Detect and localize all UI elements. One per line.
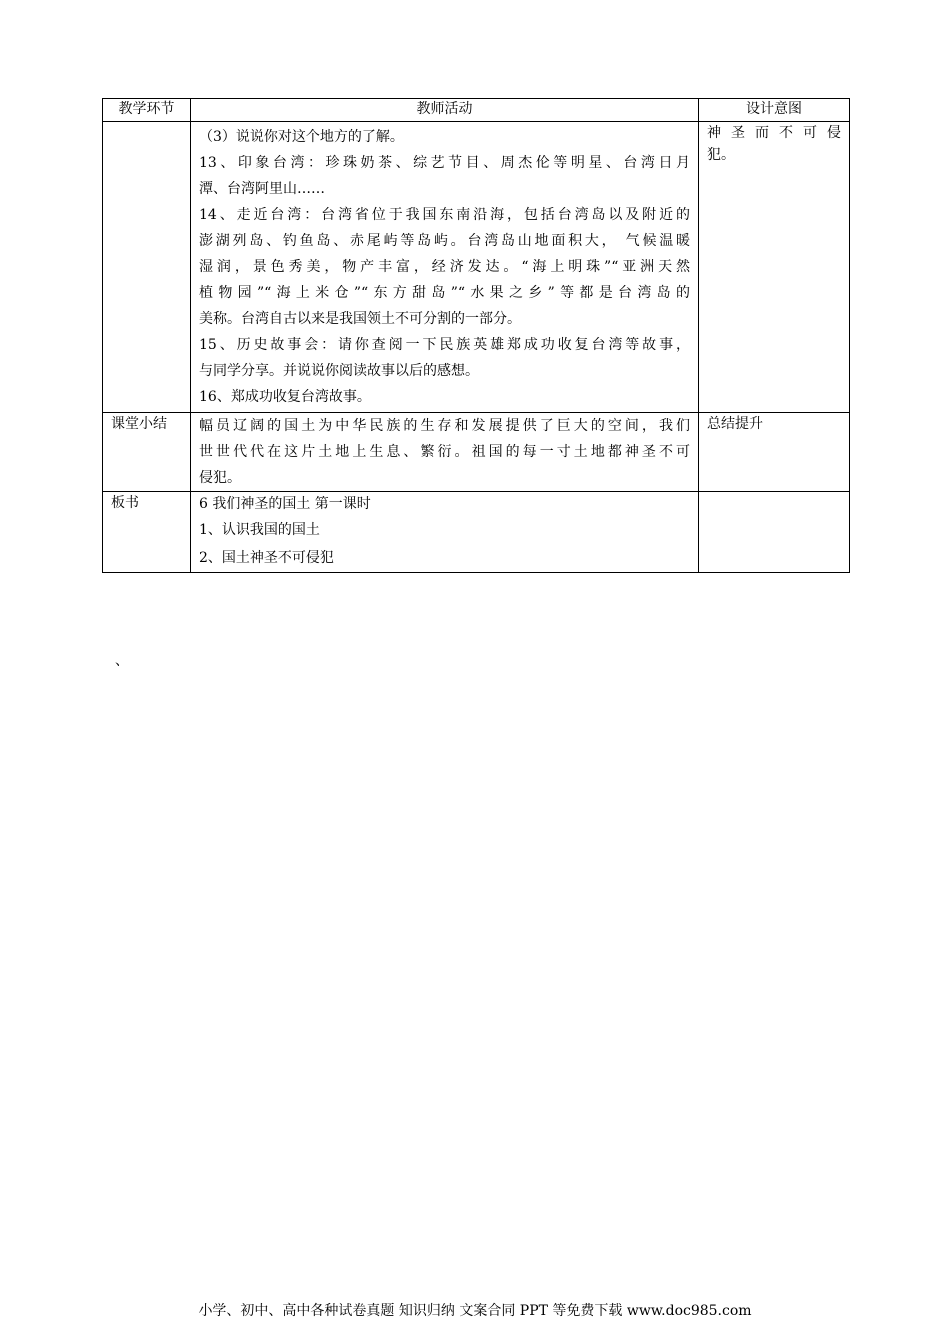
intent-cell: 总结提升 [699, 413, 850, 492]
activity-line: 植物园”“海上米仓”“东方甜岛”“水果之乡”等都是台湾岛的 [199, 285, 690, 301]
intent-cell [699, 122, 850, 413]
header-teacher-activity: 教师活动 [191, 99, 699, 122]
board-line: 1、认识我国的国土 [199, 522, 320, 538]
activity-line: 14、走近台湾：台湾省位于我国东南沿海，包括台湾岛以及附近的 [199, 207, 690, 223]
phase-cell: 课堂小结 [103, 413, 191, 492]
board-line: 2、国土神圣不可侵犯 [199, 550, 334, 566]
table-row-blackboard [103, 492, 850, 573]
header-design-intent: 设计意图 [699, 99, 850, 122]
activity-line: （3）说说你对这个地方的了解。 [199, 129, 404, 145]
activity-line: 湿润，景色秀美，物产丰富，经济发达。“海上明珠”“亚洲天然 [199, 259, 690, 275]
activity-line: 澎湖列岛、钓鱼岛、赤尾屿等岛屿。台湾岛山地面积大， 气候温暖 [199, 233, 690, 249]
summary-line: 幅员辽阔的国土为中华民族的生存和发展提供了巨大的空间，我们 [199, 418, 690, 434]
board-line: 6 我们神圣的国土 第一课时 [199, 496, 371, 512]
activity-line: 16、郑成功收复台湾故事。 [199, 389, 371, 405]
header-phase: 教学环节 [103, 99, 191, 122]
intent-line: 神圣而不可侵 [707, 125, 841, 141]
activity-line: 潭、台湾阿里山…… [199, 181, 325, 197]
intent-line: 犯。 [707, 147, 735, 163]
activity-line: 15、历史故事会：请你查阅一下民族英雄郑成功收复台湾等故事， [199, 337, 690, 353]
table-row-summary [103, 413, 850, 492]
activity-cell [191, 492, 699, 573]
activity-line: 13、印象台湾：珍珠奶茶、综艺节目、周杰伦等明星、台湾日月 [199, 155, 690, 171]
table-header-row [103, 99, 850, 122]
activity-cell [191, 413, 699, 492]
activity-line: 美称。台湾自古以来是我国领土不可分割的一部分。 [199, 311, 521, 327]
phase-cell: 板书 [103, 492, 191, 573]
table-row-activities [103, 122, 850, 413]
page-footer: 小学、初中、高中各种试卷真题 知识归纳 文案合同 PPT 等免费下载 www.doc985.com [198, 1303, 752, 1319]
lesson-plan-table [102, 98, 850, 573]
phase-cell-empty [103, 122, 191, 413]
intent-cell-empty [699, 492, 850, 573]
summary-line: 侵犯。 [199, 470, 241, 486]
activity-line: 与同学分享。并说说你阅读故事以后的感想。 [199, 363, 479, 379]
summary-line: 世世代代在这片土地上生息、繁衍。祖国的每一寸土地都神圣不可 [199, 444, 690, 460]
stray-punctuation: 、 [115, 653, 129, 669]
activity-cell [191, 122, 699, 413]
